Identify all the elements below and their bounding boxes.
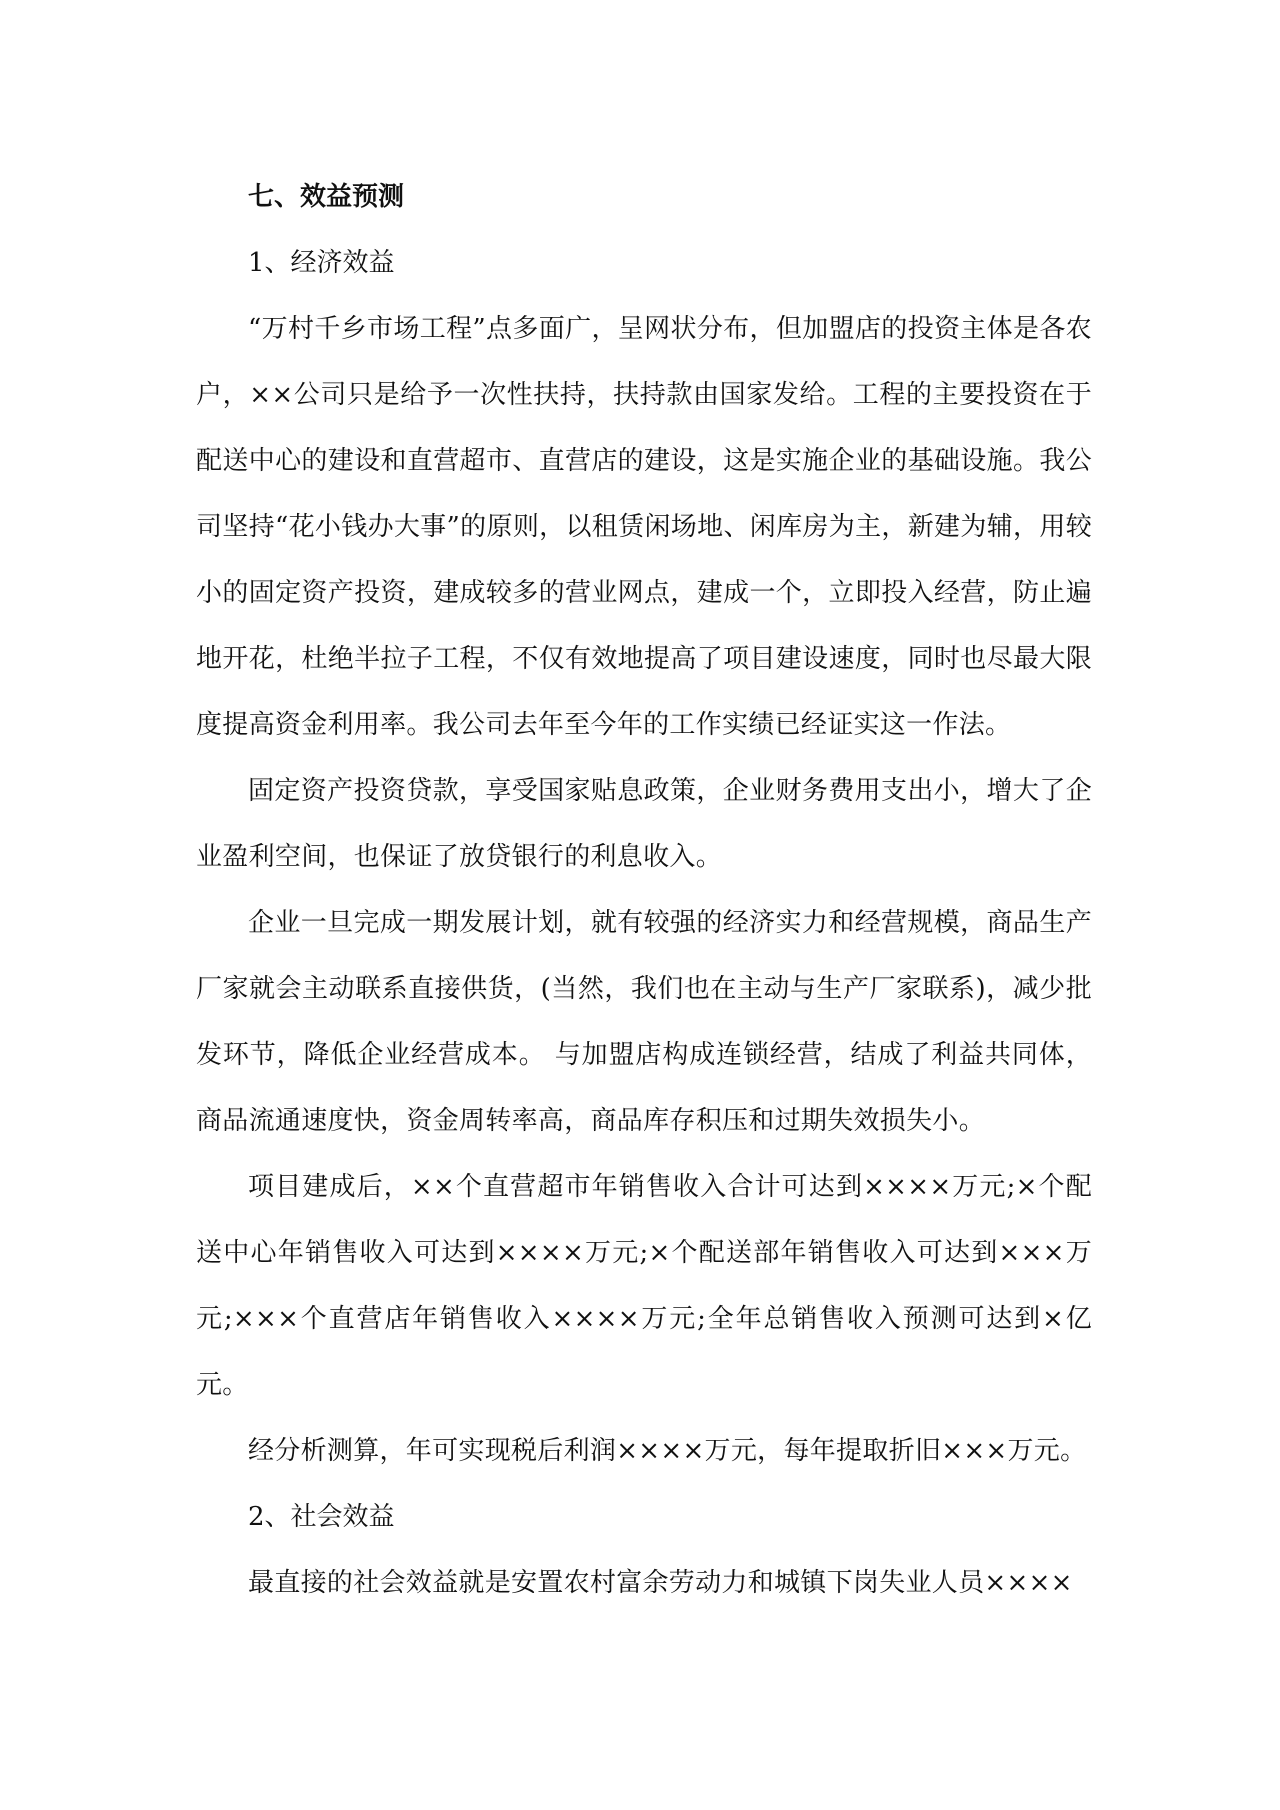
paragraph: 企业一旦完成一期发展计划，就有较强的经济实力和经营规模，商品生产厂家就会主动联系直接供货，(当然，我们也在主动与生产厂家联系)，减少批发环节，降低企业经营成本。 与加盟店构成连锁经营，结成了利益共同体，商品流通速度快，资金周转率高，商品库存积压和过期失效损失小。 (196, 908, 1092, 1136)
paragraph: “万村千乡市场工程”点多面广，呈网状分布，但加盟店的投资主体是各农户，××公司只是给予一次性扶持，扶持款由国家发给。工程的主要投资在于配送中心的建设和直营超市、直营店的建设，这是实施企业的基础设施。我公司坚持“花小钱办大事”的原则，以租赁闲场地、闲库房为主，新建为辅，用较小的固定资产投资，建成较多的营业网点，建成一个，立即投入经营，防止遍地开花，杜绝半拉子工程，不仅有效地提高了项目建设速度，同时也尽最大限度提高资金利用率。我公司去年至今年的工作实绩已经证实这一作法。 (196, 314, 1092, 740)
subsection-title-social: 2、社会效益 (248, 1502, 395, 1532)
paragraph: 经分析测算，年可实现税后利润××××万元，每年提取折旧×××万元。 (248, 1436, 1087, 1466)
paragraph: 固定资产投资贷款，享受国家贴息政策，企业财务费用支出小，增大了企业盈利空间，也保证了放贷银行的利息收入。 (196, 776, 1092, 872)
section-title: 七、效益预测 (248, 182, 405, 212)
paragraph: 最直接的社会效益就是安置农村富余劳动力和城镇下岗失业人员×××× (248, 1568, 1073, 1598)
subsection-title-economic: 1、经济效益 (248, 248, 395, 278)
document-body (196, 164, 1092, 1616)
paragraph: 项目建成后，××个直营超市年销售收入合计可达到××××万元;×个配送中心年销售收入可达到××××万元;×个配送部年销售收入可达到×××万元;×××个直营店年销售收入××××万元;全年总销售收入预测可达到×亿元。 (196, 1172, 1092, 1400)
